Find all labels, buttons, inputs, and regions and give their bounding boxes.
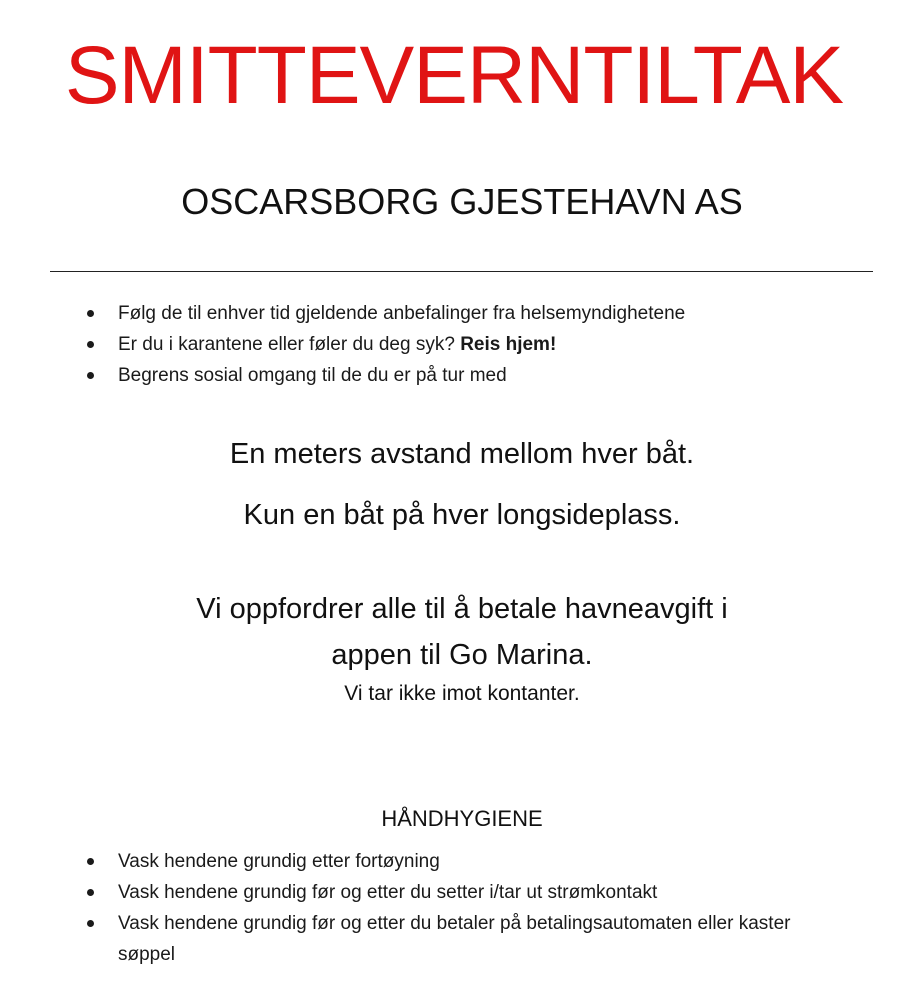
list-item (0, 846, 790, 877)
intro-bullet-list (0, 298, 685, 391)
bullet-icon (87, 920, 94, 927)
list-item (0, 360, 685, 391)
hygiene-heading: HÅNDHYGIENE (381, 806, 543, 831)
list-item (0, 908, 790, 970)
payment-line-2: appen til Go Marina. (331, 639, 593, 671)
list-item-text: Vask hendene grundig etter fortøyning (118, 851, 440, 872)
list-item (0, 877, 790, 908)
hygiene-bullet-list (0, 846, 790, 970)
list-item-text: Vask hendene grundig før og etter du betaler på betalingsautomaten eller kaster (118, 913, 791, 934)
no-cash-notice: Vi tar ikke imot kontanter. (344, 682, 580, 705)
list-item-text: Følg de til enhver tid gjeldende anbefalinger fra helsemyndighetene (118, 303, 686, 324)
bullet-icon (87, 858, 94, 865)
bullet-icon (87, 372, 94, 379)
list-item (0, 298, 685, 329)
list-item-text: Er du i karantene eller føler du deg syk? (118, 334, 461, 355)
bullet-icon (87, 341, 94, 348)
bullet-icon (87, 310, 94, 317)
list-item (0, 329, 685, 360)
divider (50, 271, 873, 272)
distance-rule: En meters avstand mellom hver båt. (229, 438, 695, 470)
list-item-text-continued: søppel (118, 944, 176, 965)
payment-line-1: Vi oppfordrer alle til å betale havneavgift i (196, 593, 728, 625)
one-boat-rule: Kun en båt på hver longsideplass. (243, 499, 681, 531)
list-item-text: Vask hendene grundig før og etter du setter i/tar ut strømkontakt (118, 882, 658, 903)
bullet-icon (87, 889, 94, 896)
company-name: OSCARSBORG GJESTEHAVN AS (181, 181, 743, 222)
list-item-text: Begrens sosial omgang til de du er på tur med (118, 365, 507, 386)
list-item-emphasis: Reis hjem! (460, 334, 557, 355)
page-title: SMITTEVERNTILTAK (64, 30, 844, 121)
